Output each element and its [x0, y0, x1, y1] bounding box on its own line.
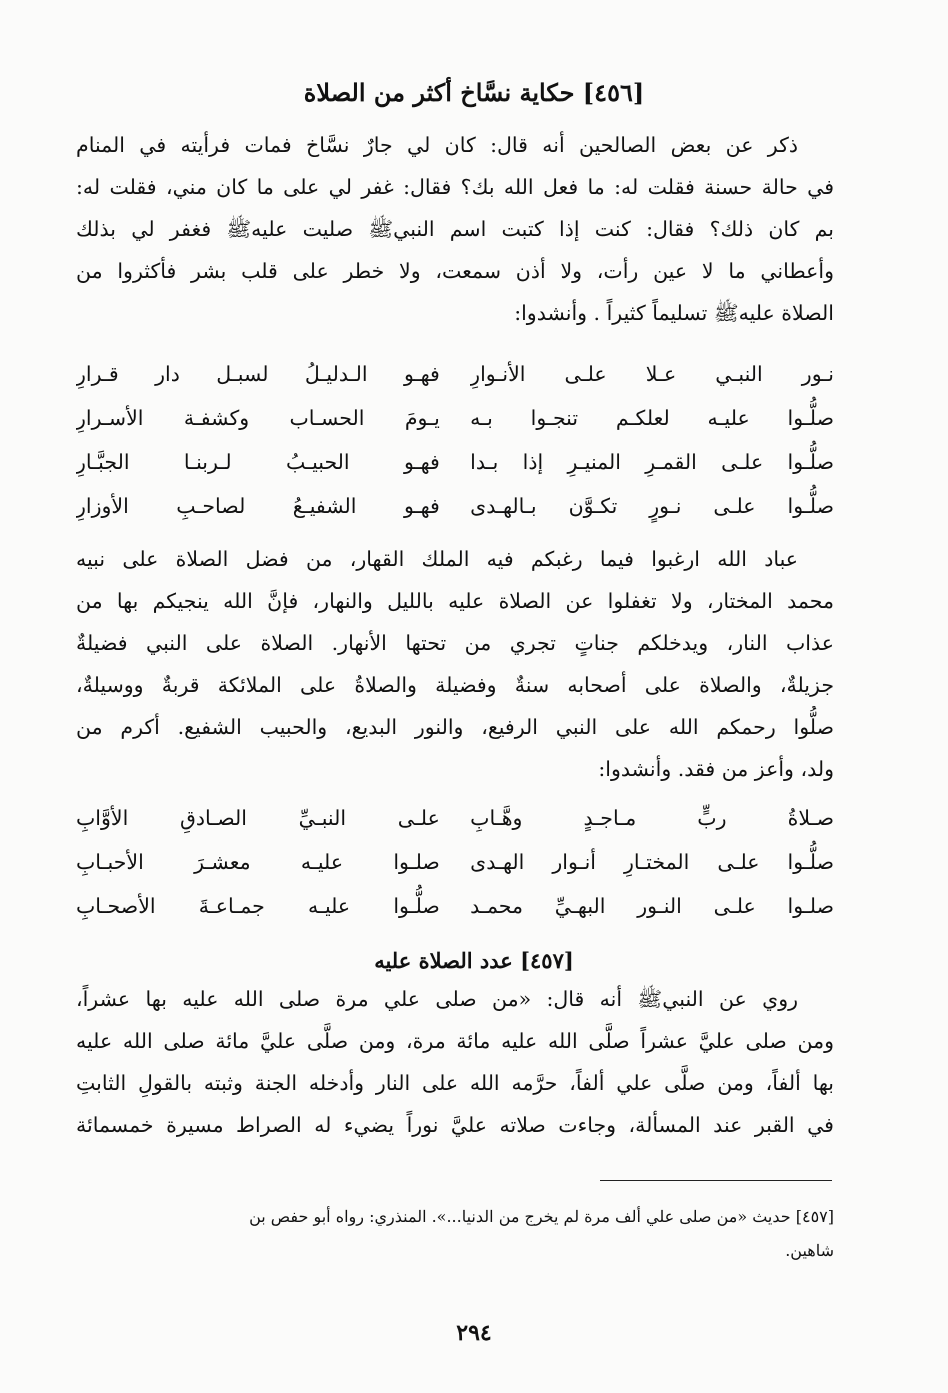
page-number: ٢٩٤: [456, 1320, 492, 1346]
section-456-paragraph-1: [76, 124, 834, 334]
section-456-paragraph-2: [76, 538, 834, 790]
text-line: في حالة حسنة فقلت له: ما فعل الله بك؟ فقال: غفر لي على ما كان مني، فقلت له:: [76, 175, 834, 199]
section-457-title: [٤٥٧] عدد الصلاة عليه: [374, 948, 574, 973]
verse: [76, 884, 834, 928]
text-line: محمد المختار، ولا تغفلوا عن الصلاة عليه بالليل والنهار، فإنَّ الله ينجيكم بها من: [76, 589, 834, 613]
poem-1: [76, 352, 834, 528]
text-line: ومن صلى عليَّ عشراً صلَّى الله عليه مائة مرة، ومن صلَّى عليَّ مائة صلى الله عليه: [76, 1029, 834, 1053]
text-line: بم كان ذلك؟ فقال: كنت إذا كتبت اسم النبيﷺ صليت عليهﷺ فغفر لي بذلك: [76, 217, 834, 241]
verse: [76, 796, 834, 840]
poem-2: [76, 796, 834, 928]
text-line: عذاب النار، ويدخلكم جناتٍ تجري من تحتها الأنهار. الصلاة على النبي فضيلةٌ: [76, 631, 834, 655]
text-line: في القبر عند المسألة، وجاءت صلاته عليَّ نوراً يضيء له الصراط مسيرة خمسمائة: [76, 1113, 834, 1137]
section-456-title: [٤٥٦] حكاية نسَّاخ أكثر من الصلاة: [303, 78, 645, 107]
verse-second-hemistich: علـى النبـيِّ الصـادقِ الأوَّابِ: [76, 806, 440, 830]
footnote-line: [٤٥٧] حديث «من صلى علي ألف مرة لم يخرج من الدنيا...». المنذري: رواه أبو حفص بن: [249, 1207, 834, 1226]
verse-first-hemistich: صلُّـوا علـى المختـارِ أنـوار الهـدى: [470, 850, 834, 874]
verse-first-hemistich: صلُّـوا عليـه لعلكـم تنجـوا بـه: [470, 406, 834, 430]
verse: [76, 440, 834, 484]
footnote: [76, 1200, 834, 1268]
verse-first-hemistich: صـلاةُ ربٍّ مـاجـدٍ وهَّـابِ: [470, 806, 834, 830]
verse-second-hemistich: فهـو الحبيـبُ لـربنـا الجبَّـارِ: [76, 450, 440, 474]
verse-second-hemistich: يـومَ الحسـاب وكشفـة الأسـرارِ: [76, 406, 440, 430]
text-line: وأعطاني ما لا عين رأت، ولا أذن سمعت، ولا خطر على قلب بشر فأكثروا من: [76, 259, 834, 283]
verse-second-hemistich: صلُّـوا عليـه جمـاعـةَ الأصحـابِ: [76, 894, 440, 918]
verse-second-hemistich: فهـو الـدليـلُ لسبـل دار قـرارِ: [76, 362, 440, 386]
text-line: ولد، وأعز من فقد. وأنشدوا:: [598, 757, 834, 781]
verse: [76, 840, 834, 884]
verse: [76, 352, 834, 396]
verse-first-hemistich: صلُّـوا علـى القمـرِ المنيـرِ إذا بـدا: [470, 450, 834, 474]
section-457-paragraph: [76, 978, 834, 1146]
text-line: صلُّوا رحمكم الله على النبي الرفيع، والنور البديع، والحبيب الشفيع. أكرم من: [76, 715, 834, 739]
text-line: عباد الله ارغبوا فيما رغبكم فيه الملك القهار، من فضل الصلاة على نبيه: [76, 547, 798, 571]
verse-second-hemistich: صلـوا عليـه معشـرَ الأحبـابِ: [76, 850, 440, 874]
footnote-separator: [600, 1180, 832, 1181]
verse: [76, 484, 834, 528]
verse-first-hemistich: صلـوا علـى النـور البهـيِّ محمـد: [470, 894, 834, 918]
text-line: بها ألفاً، ومن صلَّى علي ألفاً، حرَّمه الله على النار وأدخله الجنة وثبته بالقولِ الثابتِ: [76, 1071, 834, 1095]
text-line: جزيلةٌ، والصلاة على أصحابه سنةٌ وفضيلة والصلاةُ على الملائكة قربةٌ ووسيلةٌ،: [76, 673, 834, 697]
verse: [76, 396, 834, 440]
text-line: روي عن النبيﷺ أنه قال: «من صلى علي مرة صلى الله عليه بها عشراً،: [76, 987, 798, 1011]
text-line: الصلاة عليهﷺ تسليماً كثيراً . وأنشدوا:: [514, 301, 834, 325]
verse-second-hemistich: فهـو الشفيـعُ لصاحـبِ الأوزارِ: [76, 494, 440, 518]
footnote-line: شاهين.: [785, 1241, 834, 1260]
verse-first-hemistich: صلُّـوا علـى نـورٍ تكـوَّن بـالهـدى: [470, 494, 834, 518]
text-line: ذكر عن بعض الصالحين أنه قال: كان لي جارٌ نسَّاخ فمات فرأيته في المنام: [76, 133, 798, 157]
verse-first-hemistich: نـور النبـي عـلا علـى الأنـوارِ: [470, 362, 834, 386]
